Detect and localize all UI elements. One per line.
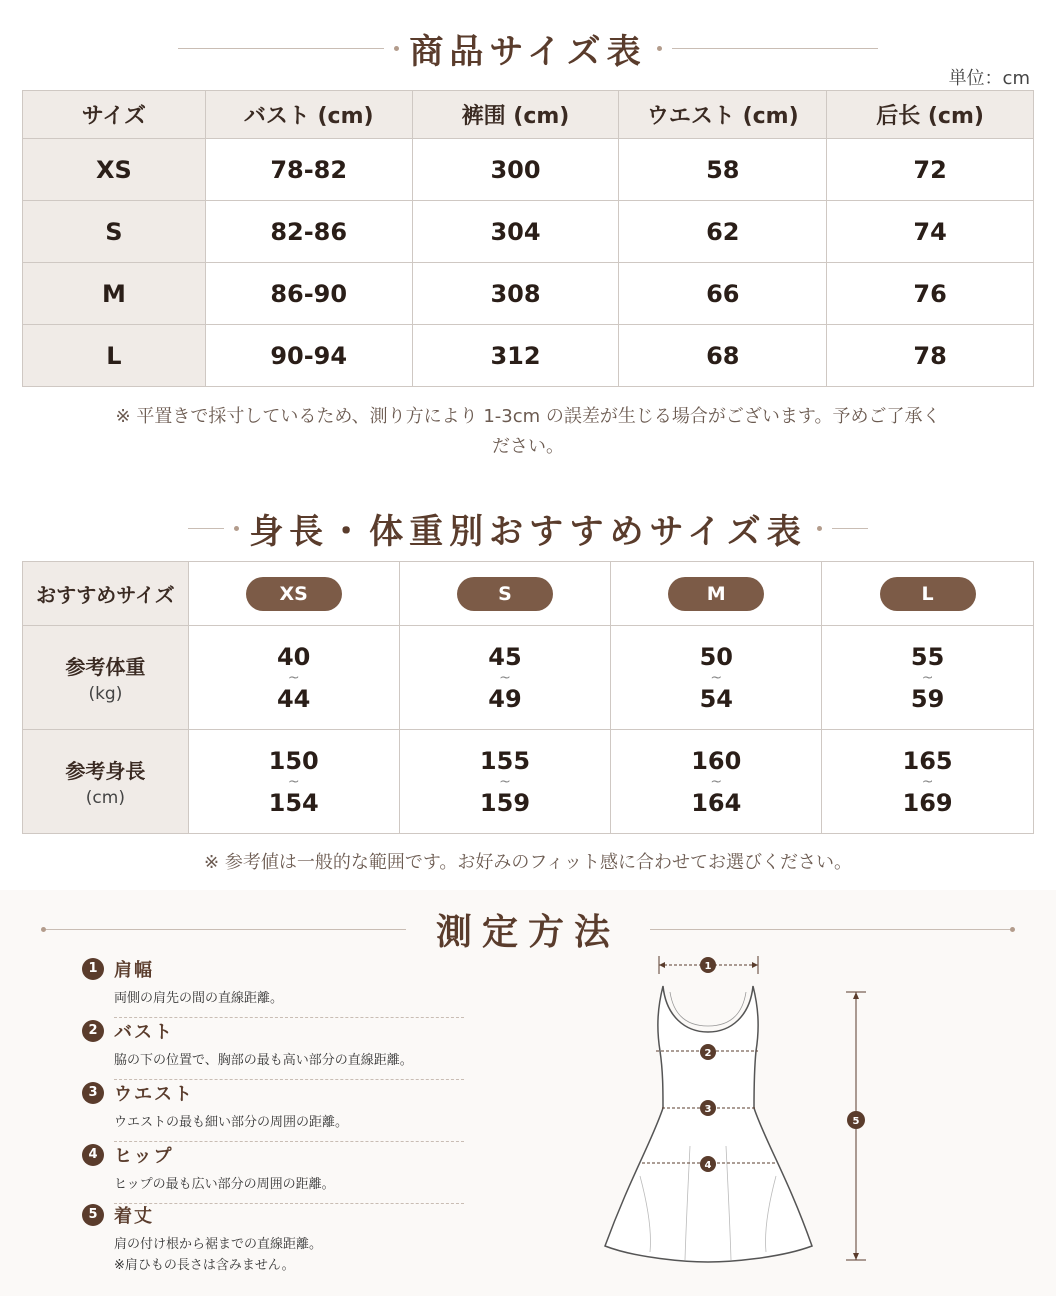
header-size: サイズ (23, 91, 206, 139)
range-tilde: ~ (710, 773, 723, 790)
diagram-badge-3 (700, 1100, 716, 1116)
measure-desc: 脇の下の位置で、胸部の最も高い部分の直線距離。 (114, 1053, 413, 1068)
weight-range (822, 643, 1033, 713)
title-dot (1010, 927, 1015, 932)
table-row (23, 263, 1034, 325)
unit-label: 単位：cm (948, 68, 1030, 89)
measure-desc: ウエストの最も細い部分の周囲の距離。 (114, 1115, 349, 1130)
weight-range (400, 643, 611, 713)
title-dot (234, 526, 239, 531)
number-badge: 2 (82, 1020, 104, 1042)
size-row (23, 562, 1034, 626)
table-header-row (23, 91, 1034, 139)
height-label-cell (23, 730, 189, 834)
note-line: ださい。 (492, 436, 564, 457)
range-max: 154 (268, 788, 319, 817)
range-max: 49 (488, 684, 522, 713)
header-hem: 裤围 (cm) (412, 91, 619, 139)
measure-title-row (0, 904, 1056, 955)
cell-length: 74 (827, 201, 1034, 263)
title-dot (657, 46, 662, 51)
cell-hem: 308 (412, 263, 619, 325)
measure-item-length (82, 1202, 464, 1276)
svg-text:3: 3 (704, 1104, 712, 1115)
svg-text:5: 5 (852, 1116, 860, 1127)
diagram-badge-2 (700, 1044, 716, 1060)
cell-length: 76 (827, 263, 1034, 325)
height-range (189, 747, 399, 817)
number-badge: 5 (82, 1204, 104, 1226)
range-tilde: ~ (287, 773, 300, 790)
diagram-badge-1 (700, 957, 716, 973)
size-pill-m: M (668, 577, 764, 611)
cell-waist: 58 (619, 139, 827, 201)
range-min: 165 (902, 746, 953, 775)
cell-size: L (23, 325, 206, 387)
range-tilde: ~ (921, 773, 934, 790)
dress-outline-icon (605, 986, 812, 1262)
height-row (23, 730, 1034, 834)
title-line-right (832, 528, 868, 529)
size-chart-title: 商品サイズ表 (409, 32, 647, 72)
measure-item-waist (82, 1080, 464, 1142)
recommend-table (22, 561, 1034, 834)
measure-label: 肩幅 (114, 960, 154, 981)
range-max: 164 (691, 788, 742, 817)
recommend-title: 身長・体重別おすすめサイズ表 (249, 512, 807, 552)
weight-range (189, 643, 399, 713)
dress-diagram (590, 946, 890, 1276)
range-tilde: ~ (499, 773, 511, 790)
diagram-badge-4 (700, 1156, 716, 1172)
cell-length: 78 (827, 325, 1034, 387)
svg-text:2: 2 (704, 1048, 712, 1059)
range-tilde: ~ (287, 669, 300, 686)
cell-bust: 78-82 (205, 139, 412, 201)
size-table (22, 90, 1034, 387)
measure-title: 測定方法 (435, 911, 620, 953)
measure-label: ヒップ (114, 1146, 174, 1167)
title-line-left (188, 528, 224, 529)
cell-waist: 68 (619, 325, 827, 387)
cell-bust: 86-90 (205, 263, 412, 325)
cell-size: S (23, 201, 206, 263)
range-min: 45 (488, 642, 522, 671)
title-dot (394, 46, 399, 51)
recommend-size-label: おすすめサイズ (23, 562, 189, 626)
size-pill-l: L (880, 577, 976, 611)
range-min: 50 (699, 642, 733, 671)
range-max: 59 (910, 684, 945, 713)
height-unit: (cm) (85, 788, 125, 808)
height-range (400, 747, 611, 817)
weight-unit: (kg) (88, 684, 123, 704)
height-range (822, 747, 1033, 817)
weight-row (23, 626, 1034, 730)
cell-hem: 312 (412, 325, 619, 387)
range-min: 40 (276, 642, 311, 671)
weight-label-cell (23, 626, 189, 730)
cell-size: XS (23, 139, 206, 201)
table-row (23, 139, 1034, 201)
title-line-right (672, 48, 878, 49)
measure-desc (114, 1234, 464, 1276)
range-min: 155 (479, 746, 531, 775)
cell-hem: 300 (412, 139, 619, 201)
range-min: 150 (268, 746, 319, 775)
height-label: 参考身長 (65, 759, 146, 783)
size-pill-s: S (457, 577, 553, 611)
cell-hem: 304 (412, 201, 619, 263)
measure-item-shoulder (82, 956, 464, 1018)
weight-label: 参考体重 (65, 655, 146, 679)
header-bust: バスト (cm) (205, 91, 412, 139)
cell-length: 72 (827, 139, 1034, 201)
range-min: 55 (910, 642, 945, 671)
range-tilde: ~ (921, 669, 934, 686)
title-line-left (178, 48, 384, 49)
number-badge: 4 (82, 1144, 104, 1166)
size-chart-title-row (0, 24, 1056, 73)
number-badge: 3 (82, 1082, 104, 1104)
cell-waist: 66 (619, 263, 827, 325)
measure-item-bust (82, 1018, 464, 1080)
range-tilde: ~ (499, 669, 511, 686)
measure-item-hip (82, 1142, 464, 1204)
header-length: 后长 (cm) (827, 91, 1034, 139)
measure-label: 着丈 (114, 1206, 154, 1227)
cell-waist: 62 (619, 201, 827, 263)
range-max: 159 (479, 788, 531, 817)
reference-note: ※ 参考値は一般的な範囲です。お好みのフィット感に合わせてお選びください。 (204, 852, 852, 873)
measure-label: バスト (114, 1022, 174, 1043)
svg-text:4: 4 (704, 1160, 712, 1171)
size-pill-xs: XS (246, 577, 342, 611)
range-tilde: ~ (710, 669, 723, 686)
table-row (23, 325, 1034, 387)
cell-size: M (23, 263, 206, 325)
measure-label: ウエスト (114, 1084, 194, 1105)
measure-desc-line: ※肩ひもの長さは含みません。 (114, 1258, 295, 1273)
cell-bust: 82-86 (205, 201, 412, 263)
measure-desc: 両側の肩先の間の直線距離。 (114, 991, 284, 1006)
table-row (23, 201, 1034, 263)
note-line: ※ 平置きで採寸しているため、測り方により 1-3cm の誤差が生じる場合がございます。予めご了承く (115, 406, 941, 427)
measurement-section (0, 890, 1056, 1296)
header-waist: ウエスト (cm) (619, 91, 827, 139)
range-max: 54 (699, 684, 733, 713)
recommend-title-row (0, 504, 1056, 553)
cell-bust: 90-94 (205, 325, 412, 387)
range-max: 169 (902, 788, 953, 817)
measure-desc-line: 肩の付け根から裾までの直線距離。 (114, 1237, 323, 1252)
range-max: 44 (276, 684, 311, 713)
height-range (611, 747, 821, 817)
title-line-right (650, 929, 1010, 930)
title-dot (817, 526, 822, 531)
title-line-left (46, 929, 406, 930)
svg-text:1: 1 (704, 961, 712, 972)
weight-range (611, 643, 821, 713)
measurement-note (40, 402, 1016, 462)
number-badge: 1 (82, 958, 104, 980)
measure-desc: ヒップの最も広い部分の周囲の距離。 (114, 1177, 335, 1192)
diagram-badge-5 (847, 1111, 865, 1129)
range-min: 160 (691, 746, 742, 775)
